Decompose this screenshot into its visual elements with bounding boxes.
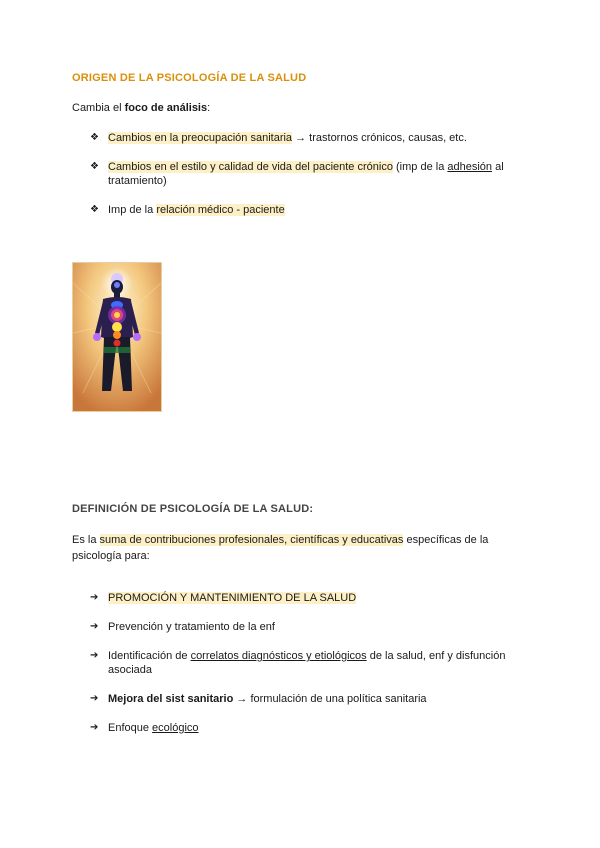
- intro-paragraph: [72, 100, 532, 116]
- bullet-item: [90, 160, 520, 188]
- arrow-list-item: [90, 591, 520, 605]
- item-text: Identificación de: [108, 650, 191, 662]
- bullet-text: (imp de la: [392, 161, 448, 173]
- item-text: de la salud, enf y disfunción asociada: [108, 650, 506, 676]
- arrow-bullet-icon: ➔: [90, 592, 99, 603]
- arrow-bullet-icon: ➔: [90, 621, 99, 632]
- arrow-bullet-icon: ➔: [90, 722, 99, 733]
- bold-term: Mejora del sist sanitario: [108, 693, 234, 705]
- highlight-text: suma de contribuciones profesionales, científicas y educativas: [99, 534, 404, 546]
- item-text: → formulación de una política sanitaria: [233, 693, 427, 705]
- item-text: Prevención y tratamiento de la enf: [108, 621, 275, 633]
- intro-bold: foco de análisis: [124, 102, 208, 114]
- chakra-illustration-image: [73, 263, 161, 411]
- diamond-bullet-icon: ❖: [90, 132, 99, 143]
- arrow-list-item: [90, 620, 520, 634]
- item-text: Enfoque: [108, 722, 153, 734]
- definition-suffix: específicas de la psicología para:: [72, 534, 489, 562]
- bullet-item: [90, 131, 520, 145]
- arrow-list-item: [90, 649, 520, 677]
- diamond-bullet-icon: ❖: [90, 204, 99, 215]
- intro-suffix: :: [207, 102, 211, 114]
- highlight-text: Cambios en la preocupación sanitaria: [108, 132, 293, 144]
- highlight-text: Cambios en el estilo y calidad de vida del paciente crónico: [108, 161, 393, 173]
- bullet-text: al tratamiento): [108, 161, 504, 187]
- underlined-term: correlatos diagnósticos y etiológicos: [190, 650, 367, 662]
- intro-prefix: Cambia el: [72, 102, 125, 114]
- definition-arrow-list: [90, 591, 520, 735]
- definition-prefix: Es la: [72, 534, 100, 546]
- chakra-body-figure: [72, 262, 162, 412]
- section-title-definicion: DEFINICIÓN DE PSICOLOGÍA DE LA SALUD:: [72, 503, 314, 515]
- arrow-list-item: [90, 721, 520, 735]
- arrow-list-item: [90, 692, 520, 706]
- diamond-bullet-icon: ❖: [90, 161, 99, 172]
- underlined-term: ecológico: [152, 722, 199, 734]
- arrow-bullet-icon: ➔: [90, 650, 99, 661]
- bullet-item: [90, 203, 520, 217]
- bullet-text: → trastornos crónicos, causas, etc.: [292, 132, 467, 144]
- section-title-origen: ORIGEN DE LA PSICOLOGÍA DE LA SALUD: [72, 72, 307, 84]
- underlined-term: adhesión: [447, 161, 493, 173]
- highlight-text: relación médico - paciente: [156, 204, 285, 216]
- origin-bullet-list: [90, 131, 520, 217]
- arrow-bullet-icon: ➔: [90, 693, 99, 704]
- definition-paragraph: [72, 532, 532, 564]
- bullet-text: Imp de la: [108, 204, 157, 216]
- highlight-text: PROMOCIÓN Y MANTENIMIENTO DE LA SALUD: [108, 592, 357, 604]
